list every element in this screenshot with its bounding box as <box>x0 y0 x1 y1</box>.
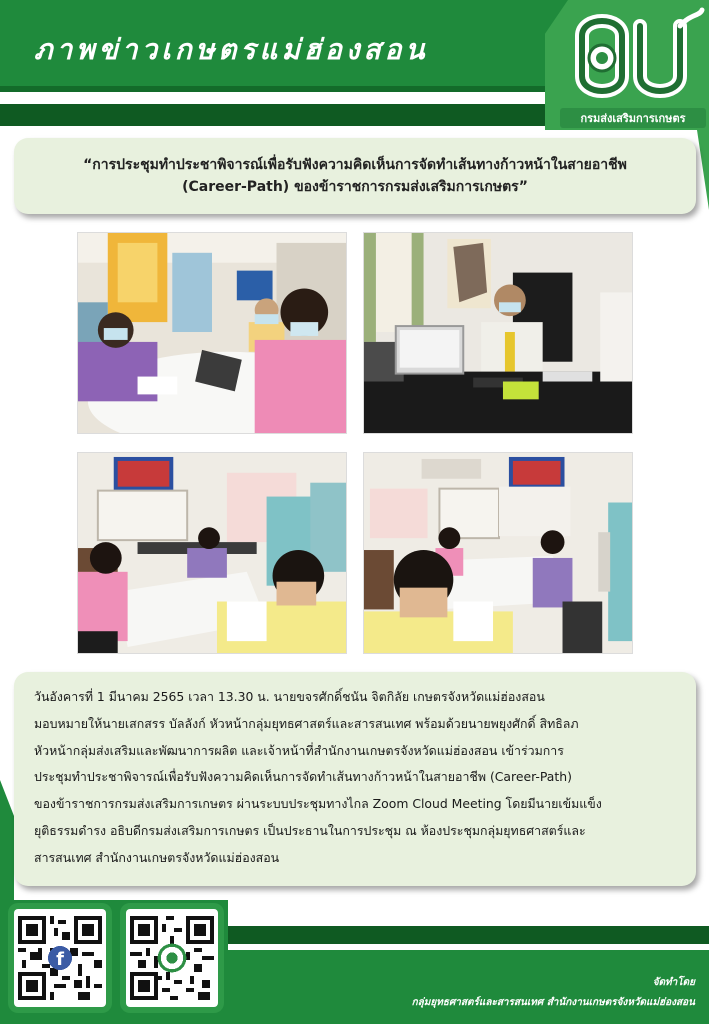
page-title: ภาพข่าวเกษตรแม่ฮ่องสอน <box>34 33 429 66</box>
svg-text:f: f <box>56 949 64 971</box>
meeting-photo-2 <box>363 232 633 434</box>
logo-caption: กรมส่งเสริมการเกษตร <box>560 108 706 128</box>
doae-logo <box>562 6 706 108</box>
news-body-box <box>14 672 696 886</box>
meeting-photo-1 <box>77 232 347 434</box>
headline-box <box>14 138 696 214</box>
meeting-photo-3 <box>77 452 347 654</box>
credit-label: จัดทำโดย <box>652 977 695 988</box>
left-accent <box>0 780 14 900</box>
body-line: วันอังคารที่ 1 มีนาคม 2565 เวลา 13.30 น. นายขจรศักดิ์ชนัน จิตกิลัย เกษตรจังหวัดแม่ฮ่องสอน <box>34 689 545 704</box>
footer-band <box>228 950 709 1024</box>
body-line: สารสนเทศ สำนักงานเกษตรจังหวัดแม่ฮ่องสอน <box>34 849 280 865</box>
body-line: ของข้าราชการกรมส่งเสริมการเกษตร ผ่านระบบประชุมทางไกล Zoom Cloud Meeting โดยมีนายเข้มแข็ง <box>34 796 602 812</box>
body-line: ประชุมทำประชาพิจารณ์เพื่อรับฟังความคิดเห็นการจัดทำเส้นทางก้าวหน้าในสายอาชีพ (Career-Path) <box>34 769 572 785</box>
facebook-qr-code[interactable] <box>8 903 112 1013</box>
credit-organization: กลุ่มยุทธศาสตร์และสารสนเทศ สำนักงานเกษตรจังหวัดแม่ฮ่องสอน <box>411 997 695 1008</box>
meeting-photo-4 <box>363 452 633 654</box>
body-line: ยุติธรรมดำรง อธิบดีกรมส่งเสริมการเกษตร เป็นประธานในการประชุม ณ ห้องประชุมกลุ่มยุทธศาสตร์และ <box>34 822 586 838</box>
doae-qr-code[interactable] <box>120 903 224 1013</box>
headline-line-2: (Career-Path) ของข้าราชการกรมส่งเสริมการเกษตร” <box>182 179 528 195</box>
body-line: หัวหน้ากลุ่มส่งเสริมและพัฒนาการผลิต และเจ้าหน้าที่สำนักงานเกษตรจังหวัดแม่ฮ่องสอน เข้าร่วมการ <box>34 742 564 758</box>
headline-line-1: “การประชุมทำประชาพิจารณ์เพื่อรับฟังความคิดเห็นการจัดทำเส้นทางก้าวหน้าในสายอาชีพ <box>83 157 627 173</box>
footer-stripe <box>228 926 709 944</box>
side-accent <box>697 130 709 210</box>
body-line: มอบหมายให้นายเสกสรร บัลลังก์ หัวหน้ากลุ่มยุทธศาสตร์และสารสนเทศ พร้อมด้วยนายพยุงศักดิ์ สิทธิลภ <box>34 715 579 731</box>
